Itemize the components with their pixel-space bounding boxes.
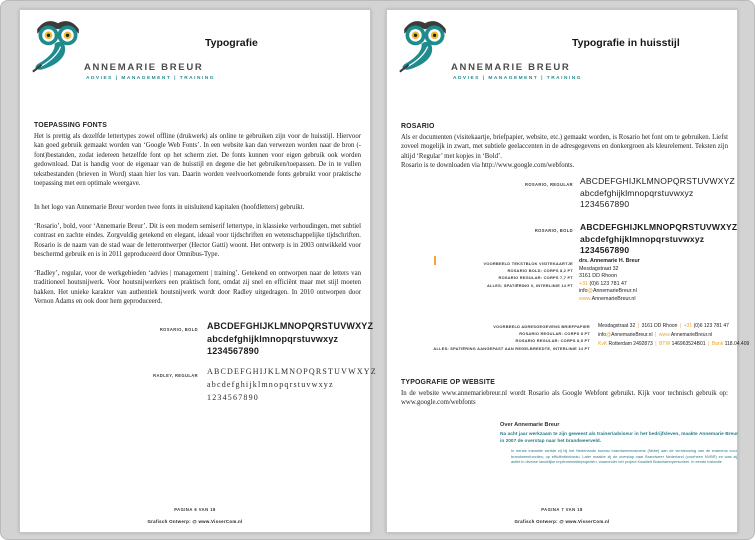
kvk-number: Rotterdam 2492873 (607, 340, 653, 347)
kvk-label-accent: KvK (598, 340, 608, 347)
email-domain: AnnemarieBreur.nl (611, 331, 653, 338)
section-heading-toepassing-fonts: TOEPASSING FONTS (34, 122, 108, 129)
email-user: info (579, 288, 588, 294)
page-title: Typografie (205, 37, 258, 49)
paragraph: In het logo van Annemarie Breur worden twee fonts in uitsluitend kapitalen (hoofdletters) gebruikt. (34, 204, 305, 211)
page-title: Typografie in huisstijl (572, 37, 680, 49)
email-domain: AnnemarieBreur.nl (592, 288, 637, 294)
spec-label: ROSARIO BOLD: CORPS 8,2 PT (507, 268, 573, 274)
footer-credit: Grafisch Ontwerp: @ www.VisserCom.nl (514, 519, 610, 524)
web-domain: AnnemarieBreur.nl (670, 331, 713, 338)
phone-number: (0)6 123 781 47 (588, 280, 627, 287)
paragraph-line: Rosario is te downloaden via http://www.google.com/webfonts. (401, 162, 575, 170)
page-typografie-in-huisstijl (386, 9, 750, 533)
sample-digits: 1234567890 (580, 199, 630, 209)
sample-digits: 1234567890 (207, 392, 259, 402)
www-accent: www. (579, 295, 592, 302)
visitekaartje-address-block (579, 258, 640, 303)
font-sample-radley-regular (207, 366, 377, 404)
font-sample-label-rosario-regular: ROSARIO, REGULAR (524, 182, 573, 187)
city: 3161 DD Rhoon (641, 323, 678, 329)
address-website (579, 296, 640, 304)
paragraph: In de website www.annemariebreur.nl wordt Rosario als Google Webfont gebruikt. Kijk voor technisch gebruik op: www.google.com/webfonts (401, 390, 728, 407)
www-accent: www. (658, 331, 671, 338)
bank-number: 118.04.409 (723, 340, 750, 347)
sample-uppercase: ABCDEFGHIJKLMNOPQRSTUVWXYZ (580, 176, 735, 186)
bank-label-accent: Bank (711, 340, 724, 347)
spec-label: ROSARIO REGULAR: CORPS 7,7 PT (498, 275, 573, 281)
phone-country-accent: +31 (579, 280, 588, 287)
visitekaartje-spec-labels (401, 260, 573, 289)
brand-name: ANNEMARIE BREUR (451, 62, 571, 73)
sample-digits: 1234567890 (580, 245, 630, 255)
footer-page-number: PAGINA 6 VAN 18 (174, 507, 216, 512)
sample-lowercase: abcdefghijklmnopqrstuvwxyz (580, 233, 705, 244)
spec-label: ROSARIO REGULAR: CORPS 8,5 PT (515, 338, 590, 344)
about-box-detail: In eerste instantie werkte zij bij het Nederlands bureau brandweerexamens (Nbbe) aan de vernieuwing van de examens voor brandweerfuncties; op efficiëntieniveau. Later maakte zij de overstap naar Brandweer Nederland (voorheen NVBR) en was zij actief in diverse landelijke implementatieprojecten, waaronder het project Kwaliteit Brandweerpersoneel. In eerste instantie (511, 448, 737, 465)
briefpapier-line3 (598, 340, 749, 349)
sample-uppercase: ABCDEFGHIJKLMNOPQRSTUVWXYZ (580, 222, 738, 232)
briefpapier-spec-labels (401, 323, 590, 352)
footer-page-number: PAGINA 7 VAN 18 (541, 507, 583, 512)
pipe-separator: | (655, 340, 657, 347)
pipe-separator: | (679, 323, 682, 329)
pipe-separator: | (637, 323, 640, 329)
email-at-accent: @ (587, 288, 593, 294)
brand-tagline: ADVIES | MANAGEMENT | TRAINING (453, 76, 582, 81)
web-domain: AnnemarieBreur.nl (591, 295, 636, 302)
paragraph: Het is prettig als dezelfde lettertypes zowel offline (drukwerk) als online te gebruiken zijn voor de huisstijl. Hiervoor kan goed gebruik gemaakt worden van ‘Google Web Fonts’. In een website kan dan verwezen worden naar de bron (-font)bestanden, zodat iedereen hetzelfde font op het scherm ziet. De fonts kunnen voor eigen gebruik ook worden gedownload. Dat is handig voor de eigenaar van de huisstijl en degene die het gebruiken/toepassen. De in te vullen tekstbestanden (brieven in Word) staan hier los van. Daarin worden veelvoorkomende fonts gebruikt voor praktische toepassing met een optimale weergave. (34, 133, 361, 188)
spec-label: ALLES: SPATIËRING 0, INTERLINIE 14 PT (486, 282, 573, 288)
brand-tagline: ADVIES | MANAGEMENT | TRAINING (86, 76, 215, 81)
font-sample-label-radley-regular: RADLEY, REGULAR (153, 373, 198, 378)
sample-uppercase: ABCDEFGHIJKLMNOPQRSTUVWXYZ (207, 367, 377, 376)
btw-number: 146963524B01 (670, 340, 706, 347)
spec-label: ALLES: SPATIËRING AANGEPAST AAN REGELBREEDTE, INTERLINIE 14 PT (433, 345, 590, 351)
font-sample-rosario-regular (580, 176, 735, 211)
font-sample-label-rosario-bold: ROSARIO, BOLD (159, 327, 198, 332)
owl-logo-icon (399, 15, 451, 78)
about-box-heading: Over Annemarie Breur (500, 422, 560, 428)
font-sample-rosario-bold (207, 320, 373, 358)
paragraph-line: Als er documenten (visitekaartje, briefpapier, website, etc.) gemaakt worden, is Rosario het font om te gebruiken. Liefst zoveel mogelijk in zwart, met subtiele geelaccenten in de adresgegevens en donkergroen als kleurelement. Teksten zijn altijd ‘Regular’ met kopjes in ‘Bold’. (401, 134, 728, 160)
briefpapier-line2 (598, 331, 749, 340)
paragraph: ‘Radley’, regular, voor de werkgebieden ‘advies | management | training’. Getekend en ontworpen naar de letters van traditioneel houtsnijwerk. Voor houtsnijwerkers een praktisch font, omdat zij snel en efficiënt maar met stijl moeten hakken. Het unieke karakter van authentiek houtsnijwerk wordt door Radley uitgedragen. In 2010 ontworpen door Vernon Adams en ook door hem geproduceerd. (34, 270, 361, 306)
briefpapier-address-block (598, 322, 749, 348)
page-typografie (19, 9, 377, 533)
about-box-intro: Na acht jaar werkzaam te zijn geweest als trainer/adviseur in het bedrijfsleven, maakte Annemarie Breur in 2007 de overstap naar het brandweerveld. (500, 432, 738, 444)
font-sample-rosario-bold (580, 222, 737, 257)
briefpapier-line1 (598, 322, 749, 331)
spec-label: VOORBEELD ADRESGEGEVENS BRIEFPAPIER (493, 324, 590, 329)
address-phone (579, 281, 640, 289)
owl-logo-icon (32, 15, 84, 78)
sample-digits: 1234567890 (207, 346, 260, 356)
phone-country-accent: +31 (683, 323, 693, 329)
sample-lowercase: abcdefghijklmnopqrstuvwxyz (580, 187, 694, 198)
street: Mesdagstraat 32 (598, 323, 636, 329)
address-name: drs. Annemarie H. Breur (579, 258, 640, 264)
spec-label: ROSARIO REGULAR: CORPS 8 PT (519, 331, 590, 337)
sample-uppercase: ABCDEFGHIJKLMNOPQRSTUVWXYZ (207, 321, 374, 331)
brand-name: ANNEMARIE BREUR (84, 62, 204, 73)
pipe-separator: | (655, 331, 657, 338)
phone-number: (0)6 123 781 47 (692, 323, 729, 329)
section-heading-rosario: ROSARIO (401, 123, 435, 130)
font-sample-label-rosario-bold: ROSARIO, BOLD (534, 228, 573, 233)
email-user: info (598, 331, 607, 338)
footer-credit: Grafisch Ontwerp: @ www.VisserCom.nl (147, 519, 243, 524)
sample-lowercase: abcdefghijklmnopqrstuvwxyz (207, 379, 334, 389)
btw-label-accent: BTW (659, 340, 671, 347)
address-city: 3161 DD Rhoon (579, 273, 617, 279)
sample-lowercase: abcdefghijklmnopqrstuvwxyz (207, 333, 339, 344)
email-at-accent: @ (606, 331, 612, 338)
spec-label: VOORBEELD TEKSTBLOK VISITEKAARTJE (483, 261, 573, 266)
paragraph (401, 133, 728, 171)
address-email (579, 288, 640, 296)
paragraph: ‘Rosario’, bold, voor ‘Annemarie Breur’. Dit is een modern semiserif lettertype, in klassieke verhoudingen, met subtiel contrast en zachte eindes. Zorgvuldig getekend en elegant, ideaal voor tijdschriften en wetenschappelijke tijdschriften. Rosario is de naam van de stad waar de letterontwerper (Hector Gatti) woont. Het ontwerp is in 2003 ontwikkeld voor beschermd gebruik en is in 2011 geproduceerd door Omnibus-Type. (34, 223, 361, 259)
section-heading-typografie-op-website: TYPOGRAFIE OP WEBSITE (401, 379, 496, 386)
address-street: Mesdagstraat 32 (579, 265, 619, 272)
pipe-separator: | (708, 340, 710, 347)
